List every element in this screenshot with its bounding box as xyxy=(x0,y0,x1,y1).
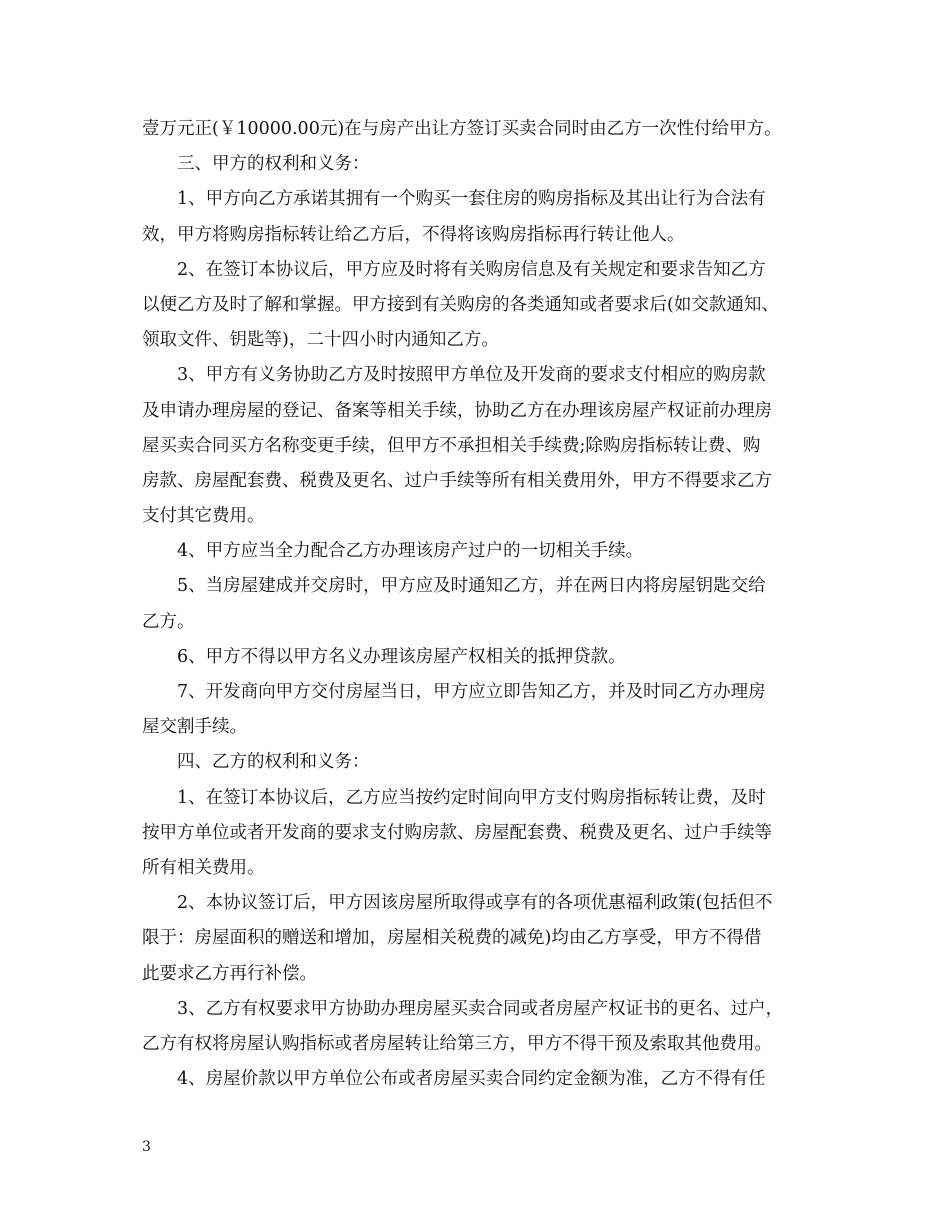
text-line: 及申请办理房屋的登记、备案等相关手续，协助乙方在办理该房屋产权证前办理房 xyxy=(142,400,772,421)
text-line: 房款、房屋配套费、税费及更名、过户手续等所有相关费用外，甲方不得要求乙方 xyxy=(142,470,772,491)
text-line: 屋买卖合同买方名称变更手续，但甲方不承担相关手续费;除购房指标转让费、购 xyxy=(142,435,761,456)
text-line: 乙方。 xyxy=(142,611,195,632)
text-line: 4、甲方应当全力配合乙方办理该房产过户的一切相关手续。 xyxy=(177,541,644,562)
text-line: 乙方有权将房屋认购指标或者房屋转让给第三方，甲方不得干预及索取其他费用。 xyxy=(142,1033,772,1054)
text-line: 三、甲方的权利和义务： xyxy=(177,154,370,175)
text-line: 6、甲方不得以甲方名义办理该房屋产权相关的抵押贷款。 xyxy=(177,646,626,667)
text-line: 1、甲方向乙方承诺其拥有一个购买一套住房的购房指标及其出让行为合法有 xyxy=(177,189,766,210)
text-line: 支付其它费用。 xyxy=(142,506,265,527)
text-line: 7、开发商向甲方交付房屋当日，甲方应立即告知乙方，并及时同乙方办理房 xyxy=(177,682,766,702)
page-number: 3 xyxy=(142,1139,151,1155)
text-line: 领取文件、钥匙等)，二十四小时内通知乙方。 xyxy=(142,330,499,351)
text-line: 所有相关费用。 xyxy=(142,857,265,878)
text-line: 屋交割手续。 xyxy=(142,717,247,738)
text-line: 限于：房屋面积的赠送和增加，房屋相关税费的减免)均由乙方享受，甲方不得借 xyxy=(142,928,762,949)
text-line: 5、当房屋建成并交房时，甲方应及时通知乙方，并在两日内将房屋钥匙交给 xyxy=(177,576,766,597)
text-line: 2、本协议签订后，甲方因该房屋所取得或享有的各项优惠福利政策(包括但不 xyxy=(177,893,773,914)
text-line: 4、房屋价款以甲方单位公布或者房屋买卖合同约定金额为准，乙方不得有任 xyxy=(177,1069,766,1090)
text-line: 2、在签订本协议后，甲方应及时将有关购房信息及有关规定和要求告知乙方 xyxy=(177,259,766,280)
text-line: 按甲方单位或者开发商的要求支付购房款、房屋配套费、税费及更名、过户手续等 xyxy=(142,822,772,843)
document-body xyxy=(142,112,812,1097)
text-line: 1、在签订本协议后，乙方应当按约定时间向甲方支付购房指标转让费，及时 xyxy=(177,787,766,808)
text-line: 壹万元正(￥10000.00元)在与房产出让方签订买卖合同时由乙方一次性付给甲方。 xyxy=(142,119,782,139)
text-line: 四、乙方的权利和义务： xyxy=(177,752,370,773)
text-line: 以便乙方及时了解和掌握。甲方接到有关购房的各类通知或者要求后(如交款通知、 xyxy=(142,294,779,315)
text-line: 此要求乙方再行补偿。 xyxy=(142,963,317,984)
text-line: 3、乙方有权要求甲方协助办理房屋买卖合同或者房屋产权证书的更名、过户， xyxy=(177,998,784,1019)
text-line: 3、甲方有义务协助乙方及时按照甲方单位及开发商的要求支付相应的购房款 xyxy=(177,365,766,386)
text-line: 效，甲方将购房指标转让给乙方后，不得将该购房指标再行转让他人。 xyxy=(142,224,685,245)
